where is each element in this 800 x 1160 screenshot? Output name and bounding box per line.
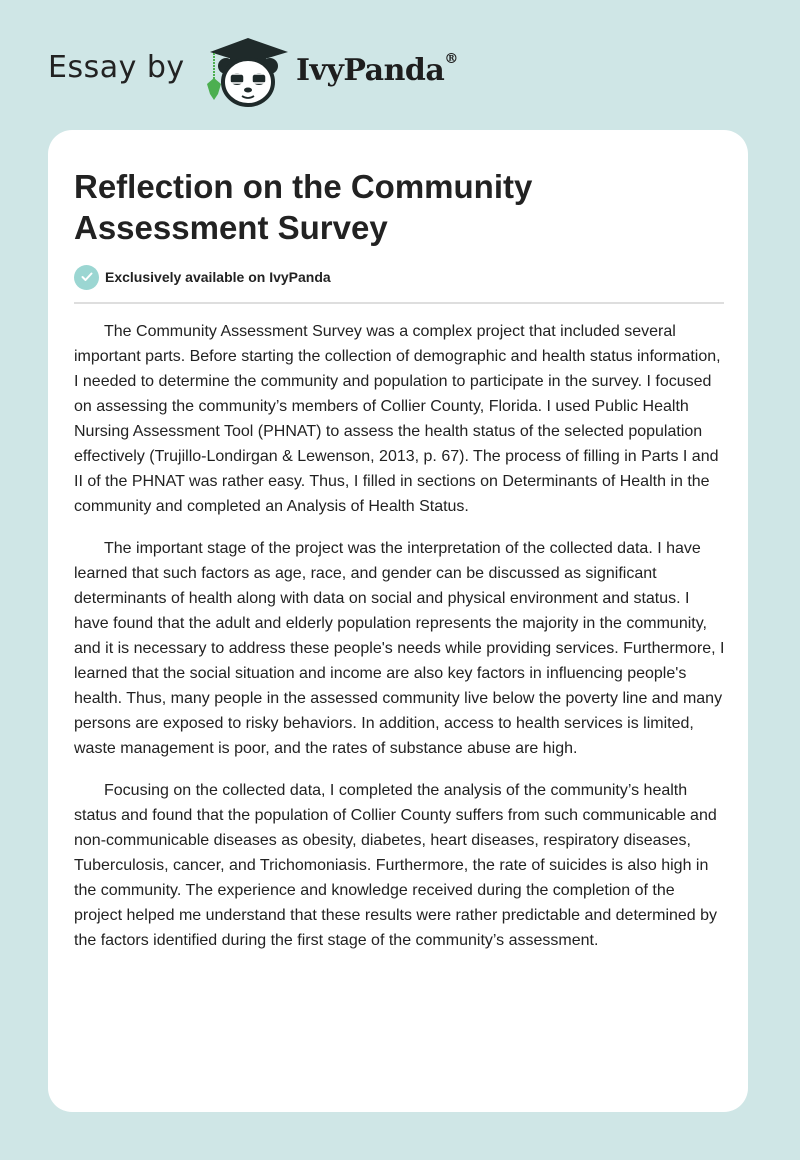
paragraph-3: Focusing on the collected data, I completed the analysis of the community’s health status and found that the population of Collier County suffers from such communicable and non-communicable diseases as obesity, diabetes, heart diseases, respiratory diseases, Tuberculosis, cancer, and Trichomoniasis. Furthermore, the rate of suicides is also high in the community. The experience and knowledge received during the completion of the project helped me understand that these results were rather predictable and determined by the factors identified during the first stage of the community’s assessment. — [74, 782, 718, 949]
exclusive-badge-label: Exclusively available on IvyPanda — [105, 269, 331, 285]
page-title: Reflection on the Community Assessment Survey — [74, 168, 533, 246]
registered-mark: ® — [444, 51, 458, 67]
brand-name: IvyPanda — [296, 53, 445, 88]
check-circle-icon — [74, 265, 99, 290]
site-header — [0, 0, 800, 130]
divider — [74, 302, 724, 304]
essay-body — [74, 319, 726, 970]
panda-graduate-logo-icon[interactable] — [202, 36, 294, 108]
exclusive-badge — [74, 264, 331, 290]
paragraph-1: The Community Assessment Survey was a complex project that included several important parts. Before starting the collection of demographic and health status information, I needed to determine the community and population to participate in the survey. I focused on assessing the community’s members of Collier County, Florida. I used Public Health Nursing Assessment Tool (PHNAT) to assess the health status of the selected population effectively (Trujillo-Londirgan & Lewenson, 2013, p. 67). The process of filling in Parts I and II of the PHNAT was rather easy. Thus, I filled in sections on Determinants of Health in the community and completed an Analysis of Health Status. — [74, 323, 721, 515]
paragraph-2: The important stage of the project was the interpretation of the collected data. I have learned that such factors as age, race, and gender can be discussed as significant determinants of health along with data on social and physical environment and status. I have found that the adult and elderly population represents the majority in the community, and it is necessary to address these people's needs while providing services. Furthermore, I learned that the social situation and income are also key factors in influencing people's health. Thus, many people in the assessed community live below the poverty line and many persons are exposed to risky behaviors. In addition, access to health services is limited, waste management is poor, and the rates of substance abuse are high. — [74, 540, 725, 757]
ivypanda-brand[interactable] — [296, 53, 458, 88]
essay-by-label: Essay by — [48, 50, 185, 85]
essay-card — [48, 130, 748, 1112]
